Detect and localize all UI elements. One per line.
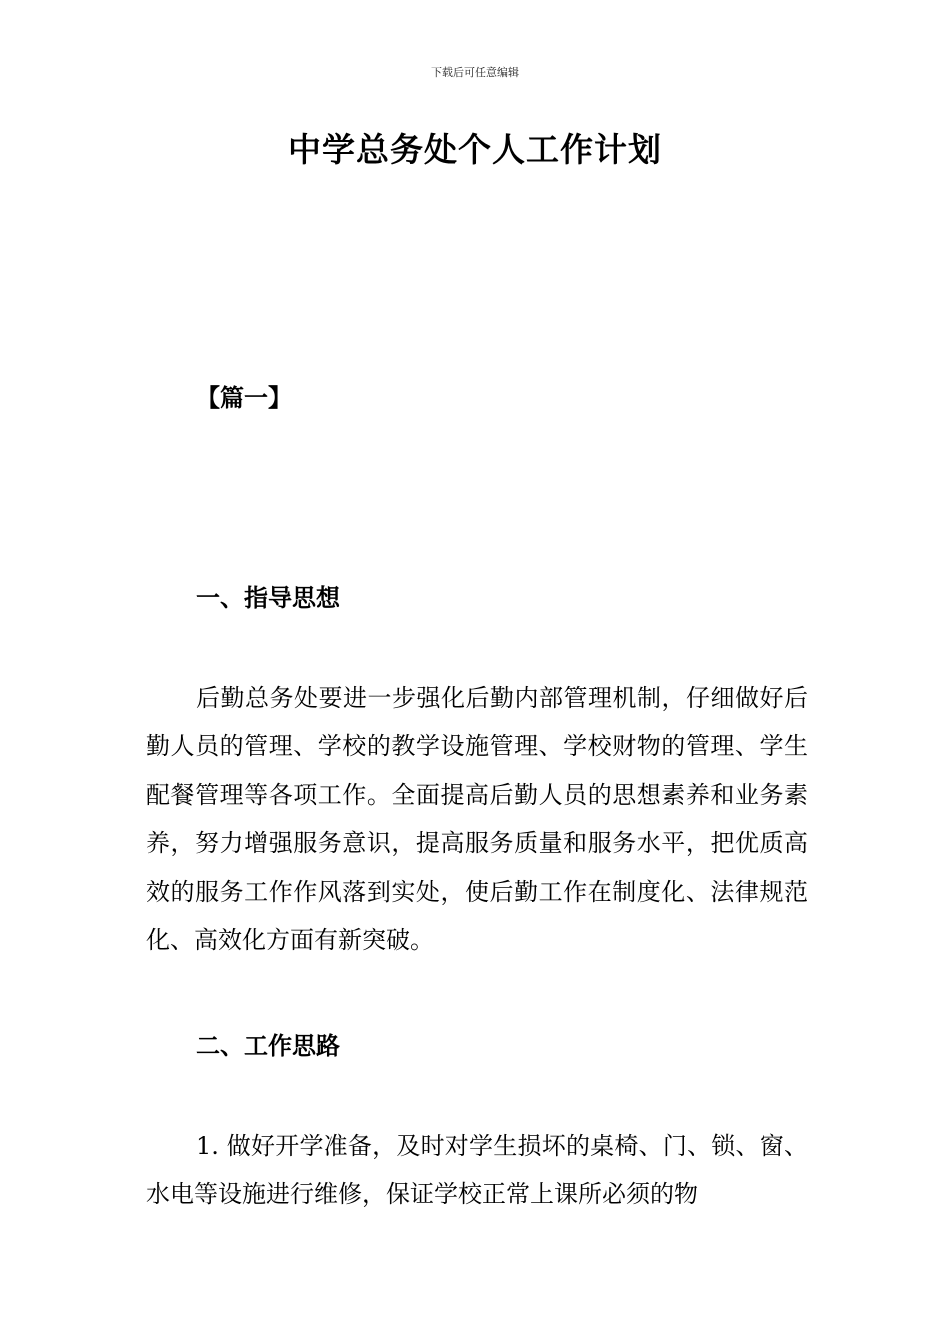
section-paragraph-guiding-ideology: 后勤总务处要进一步强化后勤内部管理机制，仔细做好后勤人员的管理、学校的教学设施管理、学校财物的管理、学生配餐管理等各项工作。全面提高后勤人员的思想素养和业务素养，努力增强服务意识，提高服务质量和服务水平，把优质高效的服务工作作风落到实处，使后勤工作在制度化、法律规范化、高效化方面有新突破。 xyxy=(146,684,808,955)
section-heading-guiding-ideology: 一、指导思想 xyxy=(196,583,340,612)
document-title: 中学总务处个人工作计划 xyxy=(288,130,662,169)
section-paragraph-work-approach: 1. 做好开学准备，及时对学生损坏的桌椅、门、锁、窗、水电等设施进行维修，保证学校正常上课所必须的物 xyxy=(146,1132,808,1209)
header-note: 下载后可任意编辑 xyxy=(431,66,519,79)
section-tag: 【篇一】 xyxy=(196,384,292,412)
section-heading-work-approach: 二、工作思路 xyxy=(196,1031,340,1060)
